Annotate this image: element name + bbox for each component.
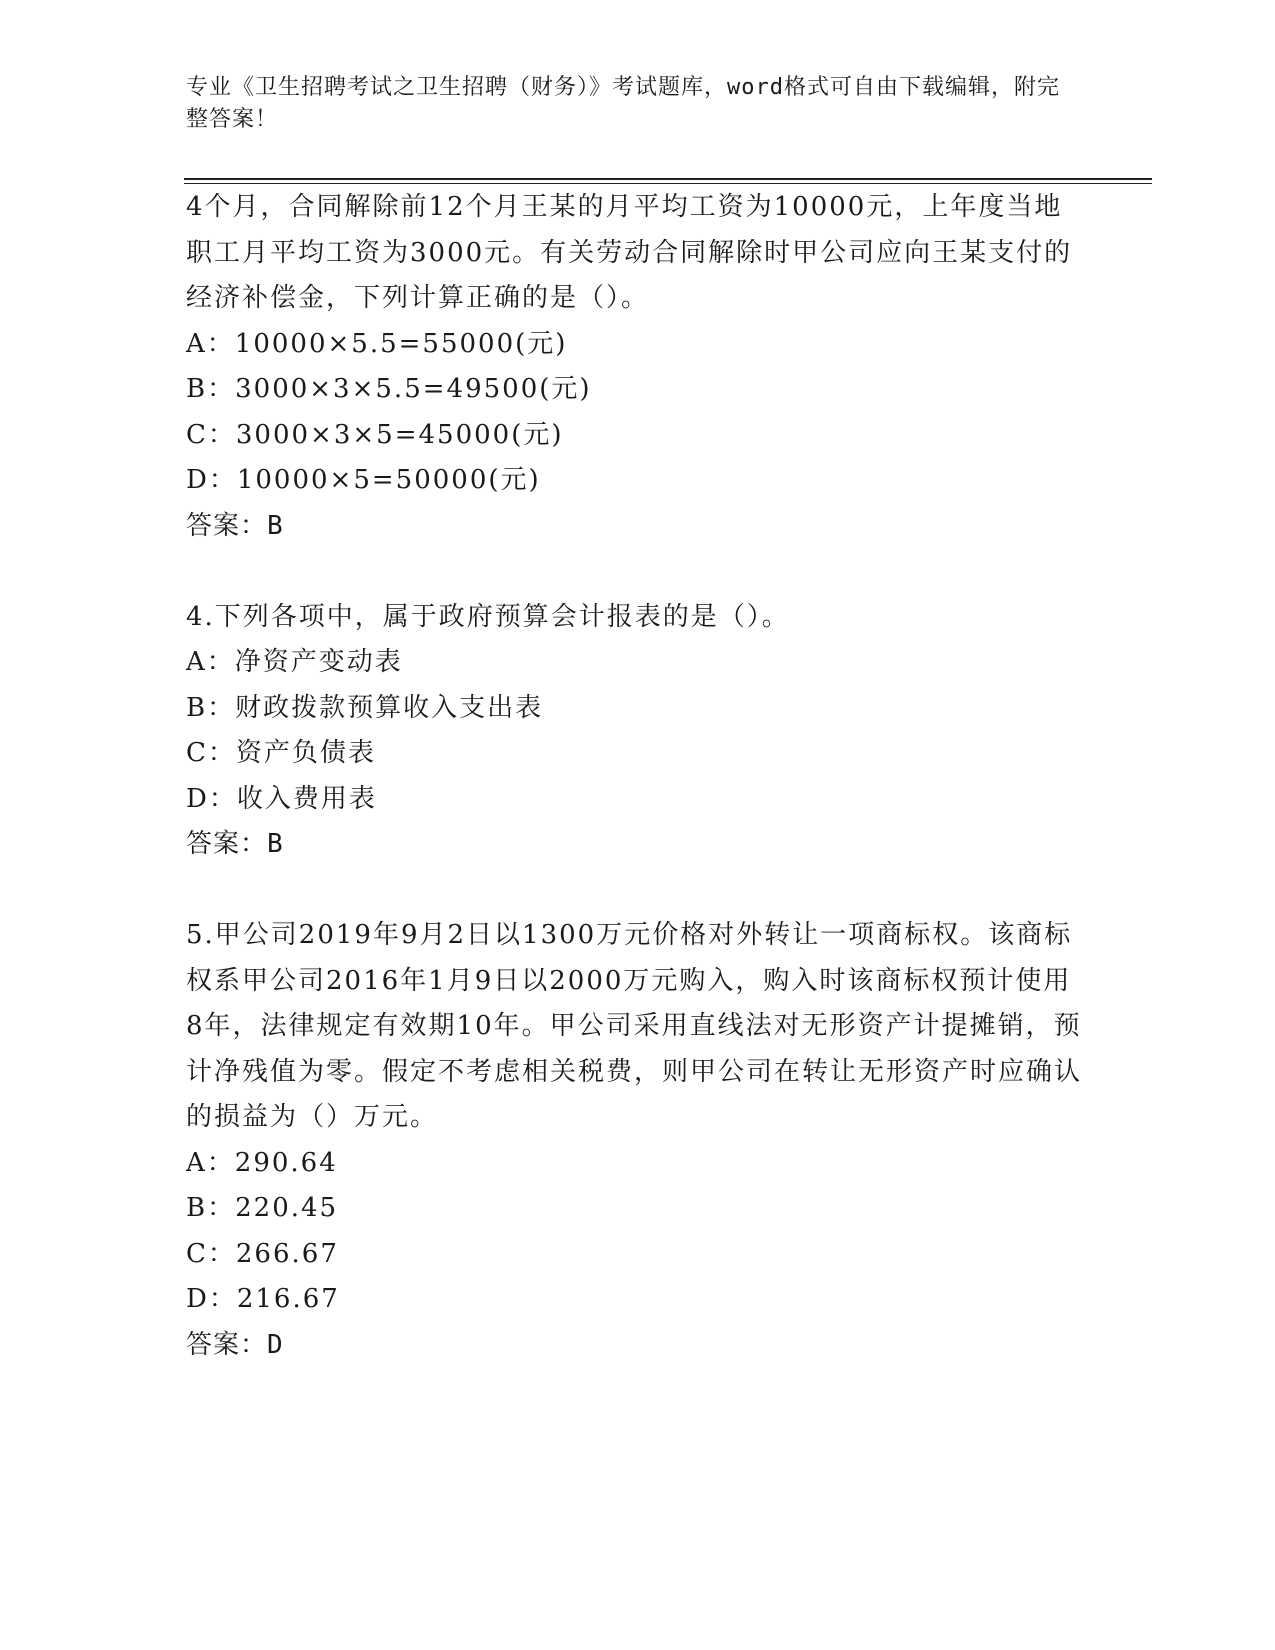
question-text: 5.甲公司2019年9月2日以1300万元价格对外转让一项商标权。该商标权系甲公司2016年1月9日以2000万元购入，购入时该商标权预计使用8年，法律规定有效期10年。甲公司采用直线法对无形资产计提摊销，预计净残值为零。假定不考虑相关税费，则甲公司在转让无形资产时应确认的损益为（）万元。 [186, 920, 1083, 1132]
option-d: D：216.67 [186, 1284, 340, 1314]
option-d: D：10000×5=50000(元) [186, 465, 541, 495]
option-c: C：资产负债表 [186, 738, 376, 768]
option-b: B：财政拨款预算收入支出表 [186, 692, 544, 723]
header-divider [184, 178, 1152, 180]
question-item [186, 913, 1086, 1368]
option-a: A：10000×5.5=55000(元) [186, 328, 568, 359]
option-c: C：3000×3×5=45000(元) [186, 419, 564, 450]
question-text: 4.下列各项中，属于政府预算会计报表的是（）。 [186, 601, 790, 632]
answer-label: 答案：B [186, 829, 284, 859]
option-b: B：220.45 [186, 1193, 339, 1223]
question-item [186, 595, 1086, 868]
answer-label: 答案：B [186, 510, 284, 541]
header-divider-thin [184, 183, 1152, 184]
answer-label: 答案：D [186, 1329, 284, 1360]
document-header: 专业《卫生招聘考试之卫生招聘（财务）》考试题库，word格式可自由下载编辑，附完整答案！ [186, 75, 1060, 132]
option-a: A：290.64 [186, 1147, 338, 1178]
option-b: B：3000×3×5.5=49500(元) [186, 374, 592, 404]
option-d: D：收入费用表 [186, 783, 377, 814]
question-list [186, 185, 1086, 1368]
option-a: A：净资产变动表 [186, 647, 403, 677]
question-text: 4个月，合同解除前12个月王某的月平均工资为10000元，上年度当地职工月平均工资为3000元。有关劳动合同解除时甲公司应向王某支付的经济补偿金，下列计算正确的是（）。 [186, 192, 1073, 313]
question-item [186, 185, 1086, 549]
option-c: C：266.67 [186, 1238, 339, 1269]
